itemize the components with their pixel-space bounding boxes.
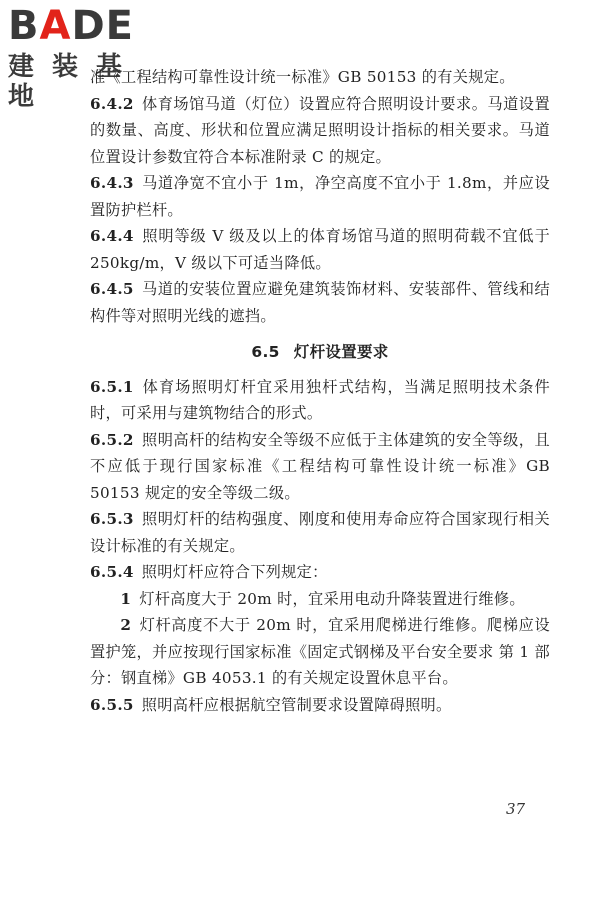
logo-caption: 建装基地 (8, 52, 141, 112)
clause-6-4-4: 6.4.4 照明等级 V 级及以上的体育场馆马道的照明荷载不宜低于 250kg/m，V 级以下可适当降低。 (90, 227, 550, 272)
list-item-2: 2 灯杆高度不大于 20m 时，宜采用爬梯进行维修。爬梯应设置护笼，并应按现行国家标准《固定式钢梯及平台安全要求 第 1 部分：钢直梯》GB 4053.1 的有关规定设置休息平台。 (90, 616, 550, 687)
clause-6-5-5: 6.5.5 照明高杆应根据航空管制要求设置障碍照明。 (90, 695, 452, 714)
clause-6-4-2: 6.4.2 体育场馆马道（灯位）设置应符合照明设计要求。马道设置的数量、高度、形状和位置应满足照明设计指标的相关要求。马道位置设计参数宜符合本标准附录 C 的规定。 (90, 94, 550, 166)
clause-6-5-1: 6.5.1 体育场照明灯杆宜采用独杆式结构，当满足照明技术条件时，可采用与建筑物结合的形式。 (90, 377, 550, 422)
clause-6-4-3: 6.4.3 马道净宽不宜小于 1m，净空高度不宜小于 1.8m，并应设置防护栏杆。 (90, 174, 550, 219)
clause-6-4-5: 6.4.5 马道的安装位置应避免建筑装饰材料、安装部件、管线和结构件等对照明光线的遮挡。 (90, 280, 550, 325)
clause-6-5-2: 6.5.2 照明高杆的结构安全等级不应低于主体建筑的安全等级，且不应低于现行国家标准《工程结构可靠性设计统一标准》GB 50153 规定的安全等级二级。 (90, 430, 550, 502)
clause-6-5-3: 6.5.3 照明灯杆的结构强度、刚度和使用寿命应符合国家现行相关设计标准的有关规定。 (90, 510, 550, 555)
continued-text: 准《工程结构可靠性设计统一标准》GB 50153 的有关规定。 (90, 68, 515, 86)
section-heading-6-5: 6.5 灯杆设置要求 (251, 343, 389, 361)
logo-wordmark: BADE (8, 3, 134, 49)
page-number: 37 (506, 800, 526, 818)
list-item-1: 1 灯杆高度大于 20m 时，宜采用电动升降装置进行维修。 (120, 589, 525, 608)
document-body (90, 64, 550, 718)
clause-6-5-4: 6.5.4 照明灯杆应符合下列规定： (90, 563, 328, 581)
